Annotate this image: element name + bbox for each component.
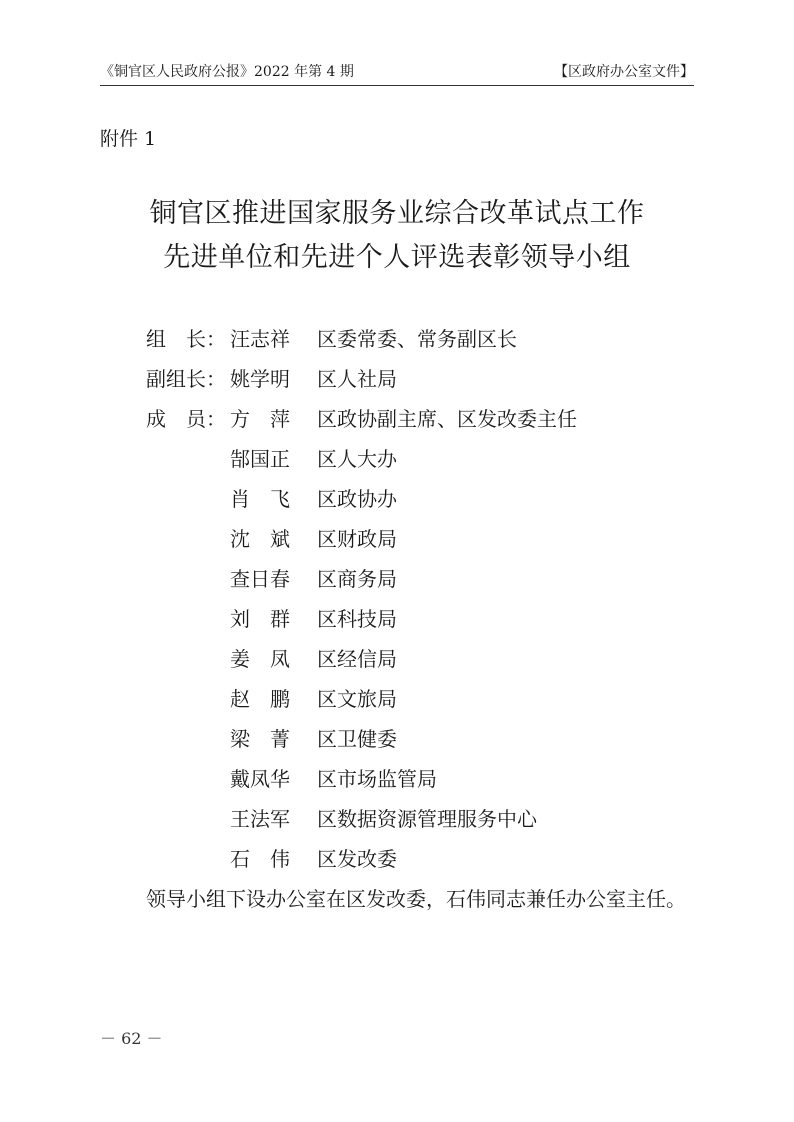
- member-unit: 区数据资源管理服务中心: [317, 807, 537, 831]
- member-name: 石 伟: [230, 847, 290, 871]
- member-row: [0, 724, 794, 754]
- member-row: [0, 324, 794, 354]
- header-divider: [100, 85, 694, 86]
- page-number: － 62 －: [100, 1029, 163, 1048]
- member-name: 查日春: [230, 567, 290, 591]
- member-unit: 区发改委: [317, 847, 397, 871]
- member-row: [0, 404, 794, 434]
- member-row: [0, 444, 794, 474]
- member-name: 沈 斌: [230, 527, 290, 551]
- member-name: 姜 凤: [230, 647, 290, 671]
- page-header: [100, 62, 694, 82]
- member-name: 姚学明: [230, 367, 290, 391]
- member-row: [0, 604, 794, 634]
- member-unit: 区经信局: [317, 647, 397, 671]
- member-name: 戴凤华: [230, 767, 290, 791]
- attachment-label: 附件 1: [100, 128, 157, 150]
- member-name: 郜国正: [230, 447, 290, 471]
- member-unit: 区人社局: [317, 367, 397, 391]
- member-name: 赵 鹏: [230, 687, 290, 711]
- member-unit: 区人大办: [317, 447, 397, 471]
- publication-title: 《铜官区人民政府公报》2022 年第 4 期: [100, 64, 354, 80]
- member-unit: 区商务局: [317, 567, 397, 591]
- member-role: 组 长：: [146, 327, 226, 351]
- member-name: 王法军: [230, 807, 290, 831]
- document-title-line-2: 先进单位和先进个人评选表彰领导小组: [163, 242, 631, 273]
- member-role: 成 员：: [146, 407, 226, 431]
- member-row: [0, 764, 794, 794]
- member-name: 方 萍: [230, 407, 290, 431]
- member-role: 副组长：: [146, 367, 226, 391]
- member-row: [0, 684, 794, 714]
- member-row: [0, 644, 794, 674]
- member-unit: 区科技局: [317, 607, 397, 631]
- member-row: [0, 524, 794, 554]
- member-unit: 区卫健委: [317, 727, 397, 751]
- office-note: 领导小组下设办公室在区发改委，石伟同志兼任办公室主任。: [146, 887, 686, 911]
- member-name: 肖 飞: [230, 487, 290, 511]
- member-name: 汪志祥: [230, 327, 290, 351]
- member-unit: 区政协副主席、区发改委主任: [317, 407, 577, 431]
- member-name: 刘 群: [230, 607, 290, 631]
- member-unit: 区文旅局: [317, 687, 397, 711]
- member-row: [0, 844, 794, 874]
- member-row: [0, 564, 794, 594]
- document-title-line-1: 铜官区推进国家服务业综合改革试点工作: [149, 198, 645, 229]
- member-name: 梁 菁: [230, 727, 290, 751]
- member-unit: 区委常委、常务副区长: [317, 327, 517, 351]
- section-label: 【区政府办公室文件】: [554, 64, 694, 80]
- member-unit: 区政协办: [317, 487, 397, 511]
- member-unit: 区财政局: [317, 527, 397, 551]
- member-row: [0, 804, 794, 834]
- member-unit: 区市场监管局: [317, 767, 437, 791]
- member-row: [0, 364, 794, 394]
- member-row: [0, 484, 794, 514]
